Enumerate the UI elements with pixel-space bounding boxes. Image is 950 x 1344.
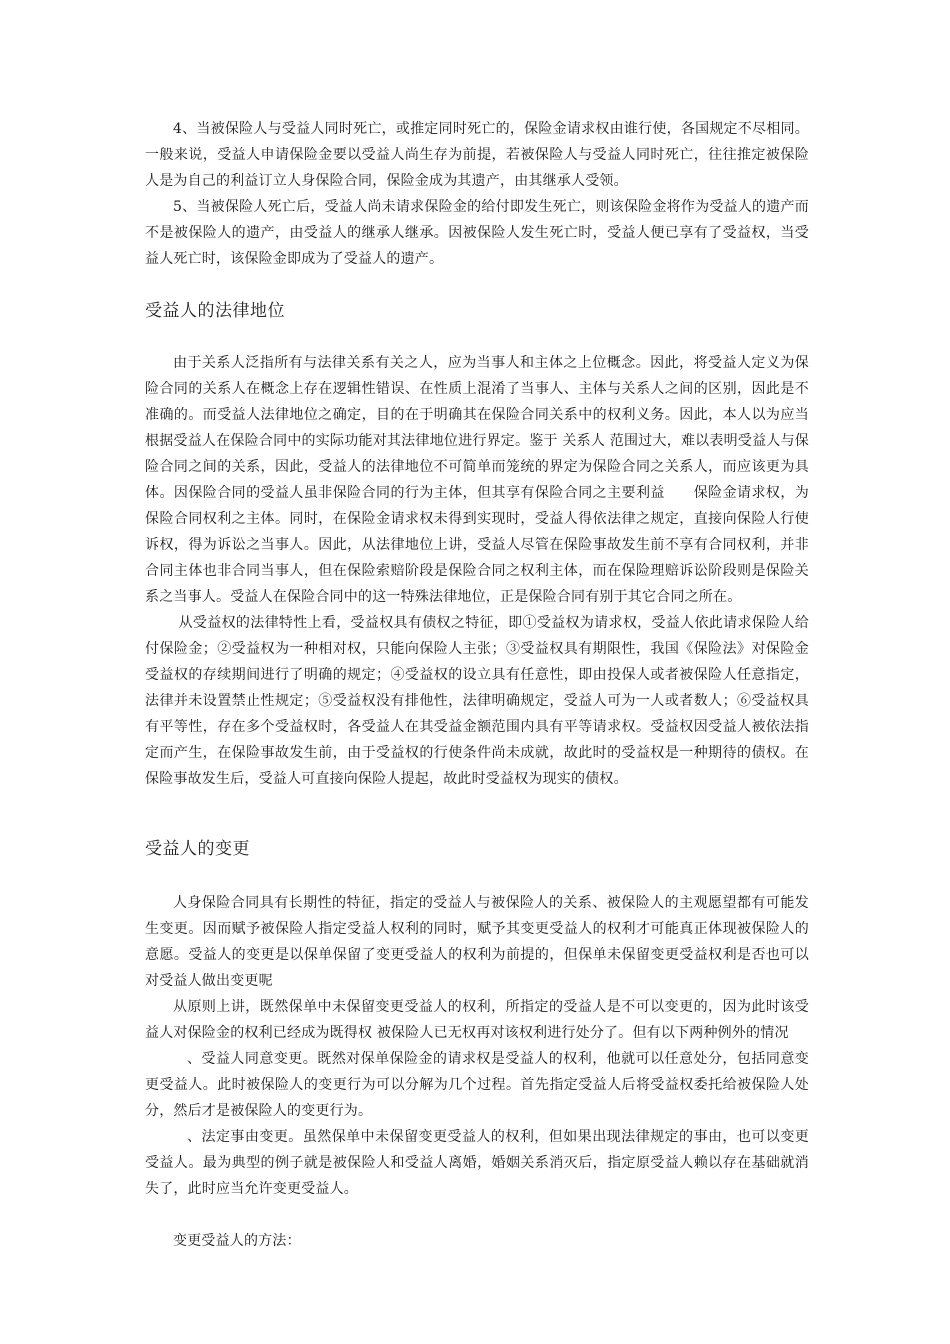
heading-beneficiary-change: 受益人的变更 xyxy=(145,839,250,859)
methods-label: 变更受益人的方法： xyxy=(173,1233,301,1249)
paragraph-change-statutory: 、法定事由变更。虽然保单中未保留变更受益人的权利，但如果出现法律规定的事由，也可以变更受益人。最为典型的例子就是被保险人和受益人离婚，婚姻关系消灭后，指定原受益人赖以存在基础就消失了，此时应当允许变更受益人。 xyxy=(145,1129,809,1197)
heading-legal-status: 受益人的法律地位 xyxy=(145,301,285,321)
paragraph-change-intro: 人身保险合同具有长期性的特征，指定的受益人与被保险人的关系、被保险人的主观愿望都有可能发生变更。因而赋予被保险人指定受益人权利的同时，赋予其变更受益人的权利才可能真正体现被保险人的意愿。受益人的变更是以保单保留了变更受益人的权利为前提的，但保单未保留变更受益权利是否也可以对受益人做出变更呢 xyxy=(145,895,809,989)
paragraph-simultaneous-death: 4、当被保险人与受益人同时死亡，或推定同时死亡的，保险金请求权由谁行使，各国规定不尽相同。一般来说，受益人申请保险金要以受益人尚生存为前提，若被保险人与受益人同时死亡，往往推定被保险人是为自己的利益订立人身保险合同，保险金成为其遗产，由其继承人受领。 xyxy=(145,121,809,189)
paragraph-change-principle: 从原则上讲，既然保单中未保留变更受益人的权利，所指定的受益人是不可以变更的，因为此时该受益人对保险金的权利已经成为既得权 被保险人已无权再对该权利进行处分了。但有以下两种例外的情况 xyxy=(145,999,809,1041)
paragraph-legal-status-definition: 由于关系人泛指所有与法律关系有关之人，应为当事人和主体之上位概念。因此，将受益人定义为保险合同的关系人在概念上存在逻辑性错误、在性质上混淆了当事人、主体与关系人之间的区别，因此是不准确的。而受益人法律地位之确定，目的在于明确其在保险合同关系中的权利义务。因此，本人以为应当根据受益人在保险合同中的实际功能对其法律地位进行界定。鉴于 关系人 范围过大，难以表明受益人与保险合同之间的关系，因此，受益人的法律地位不可简单而笼统的界定为保险合同之关系人，而应该更为具体。因保险合同的受益人虽非保险合同的行为主体，但其享有保险合同之主要利益 保险金请求权，为保险合同权利之主体。同时，在保险金请求权未得到实现时，受益人得依法律之规定，直接向保险人行使诉权，得为诉讼之当事人。因此，从法律地位上讲，受益人尽管在保险事故发生前不享有合同权利，并非合同主体也非合同当事人，但在保险索赔阶段是保险合同之权利主体，而在保险理赔诉讼阶段则是保险关系之当事人。受益人在保险合同中的这一特殊法律地位，正是保险合同有别于其它合同之所在。 xyxy=(145,355,809,605)
document-page xyxy=(145,116,809,1272)
paragraph-beneficiary-death: 5、当被保险人死亡后，受益人尚未请求保险金的给付即发生死亡，则该保险金将作为受益人的遗产而不是被保险人的遗产，由受益人的继承人继承。因被保险人发生死亡时，受益人便已享有了受益权，当受益人死亡时，该保险金即成为了受益人的遗产。 xyxy=(145,199,809,267)
paragraph-beneficiary-right-characteristics: 从受益权的法律特性上看，受益权具有债权之特征，即①受益权为请求权，受益人依此请求保险人给付保险金；②受益权为一种相对权，只能向保险人主张；③受益权具有期限性，我国《保险法》对保险金受益权的存续期间进行了明确的规定；④受益权的设立具有任意性，即由投保人或者被保险人任意指定，法律并未设置禁止性规定；⑤受益权没有排他性，法律明确规定，受益人可为一人或者数人；⑥受益权具有平等性，存在多个受益权时，各受益人在其受益金额范围内具有平等请求权。受益权因受益人被依法指定而产生，在保险事故发生前，由于受益权的行使条件尚未成就，故此时的受益权是一种期待的债权。在保险事故发生后，受益人可直接向保险人提起，故此时受益权为现实的债权。 xyxy=(145,615,809,787)
paragraph-change-consent: 、受益人同意变更。既然对保单保险金的请求权是受益人的权利，他就可以任意处分，包括同意变更受益人。此时被保险人的变更行为可以分解为几个过程。首先指定受益人后将受益权委托给被保险人处分，然后才是被保险人的变更行为。 xyxy=(145,1051,809,1119)
